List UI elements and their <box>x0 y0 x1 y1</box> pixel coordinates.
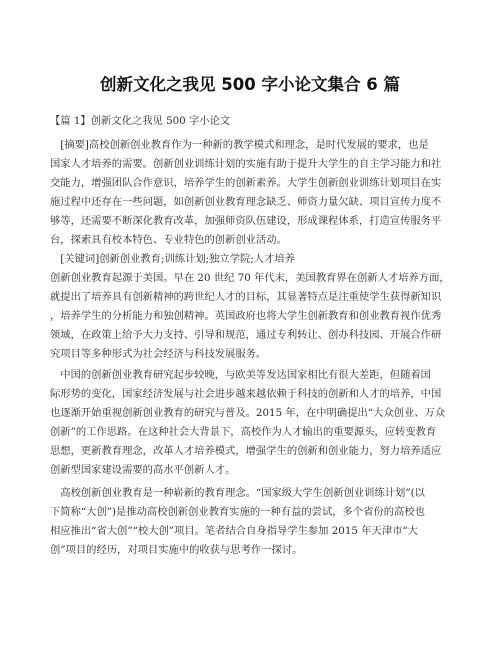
body-paragraph <box>50 366 458 480</box>
paragraph-line: 创新创业教育起源于美国。早在 20 世纪 70 年代末，美国教育界在创新人才培养方面， <box>50 272 450 284</box>
paragraph-line: 相应推出“省大创”“校大创”项目。笔者结合自身指导学生参加 2015 年天津市“大 <box>50 525 418 537</box>
paragraph-line: 创新”的工作思路。在这种社会大背景下，高校作为人才输出的重要源头，应转变教育 <box>50 426 437 438</box>
paragraph-line: 究项目等多种形式为社会经济与科技发展服务。 <box>50 348 267 360</box>
paragraph-line: 交能力，增强团队合作意识，培养学生的创新素养。大学生创新创业训练计划项目在实 <box>50 177 442 189</box>
paragraph-line: 创”项目的经历，对项目实施中的收获与思考作一探讨。 <box>50 544 303 556</box>
paragraph-line: 高校创新创业教育是一种崭新的教育理念。“国家级大学生创新创业训练计划”(以 <box>50 487 425 499</box>
body-paragraph <box>50 484 458 560</box>
paragraph-line: [关键词]创新创业教育;训练计划;独立学院;人才培养 <box>50 253 295 265</box>
abstract-paragraph <box>50 136 458 250</box>
paragraph-line: [摘要]高校创新创业教育作为一种新的教学模式和理念，是时代发展的要求，也是 <box>50 139 429 151</box>
paragraph-line: 中国的创新创业教育研究起步较晚，与欧美等发达国家相比有很大差距，但随着国 <box>50 369 431 381</box>
keywords-paragraph <box>50 250 458 364</box>
paragraph-line: 施过程中还存在一些问题，如创新创业教育理念缺乏、师资力量欠缺、项目宣传力度不 <box>50 196 442 208</box>
paragraph-line: ，培养学生的分析能力和独创精神。英国政府也将大学生创新教育和创业教育视作优秀 <box>50 310 442 322</box>
paragraph-line: 际形势的变化，国家经济发展与社会进步越来越依赖于科技的创新和人才的培养，中国 <box>50 388 442 400</box>
paragraph-line: 国家人才培养的需要。创新创业训练计划的实施有助于提升大学生的自主学习能力和社 <box>50 158 442 170</box>
paragraph-line: 领域，在政策上给予大力支持、引导和规范，通过专利转让、创办科技园、开展合作研 <box>50 329 442 341</box>
paragraph-line: 也逐渐开始重视创新创业教育的研究与普及。2015 年，在中明确提出“大众创业、万众 <box>50 407 446 419</box>
paragraph-line: 下简称“大创”)是推动高校创新创业教育实施的一种有益的尝试，多个省份的高校也 <box>50 506 425 518</box>
paragraph-line: 台，探索具有校本特色、专业特色的创新创业活动。 <box>50 234 287 246</box>
paragraph-line: 思想，更新教育理念，改革人才培养模式，增强学生的创新和创业能力，努力培养适应 <box>50 445 442 457</box>
paragraph-line: 够等，还需要不断深化教育改革，加强师资队伍建设，形成课程体系，打造宣传服务平 <box>50 215 442 227</box>
document-title: 创新文化之我见 500 字小论文集合 6 篇 <box>100 75 400 94</box>
section-heading: 【篇 1】创新文化之我见 500 字小论文 <box>50 115 231 127</box>
paragraph-line: 就提出了培养具有创新精神的跨世纪人才的目标，其显著特点是注重使学生获得新知识 <box>50 291 442 303</box>
paragraph-line: 创新型国家建设需要的高水平创新人才。 <box>50 464 236 476</box>
